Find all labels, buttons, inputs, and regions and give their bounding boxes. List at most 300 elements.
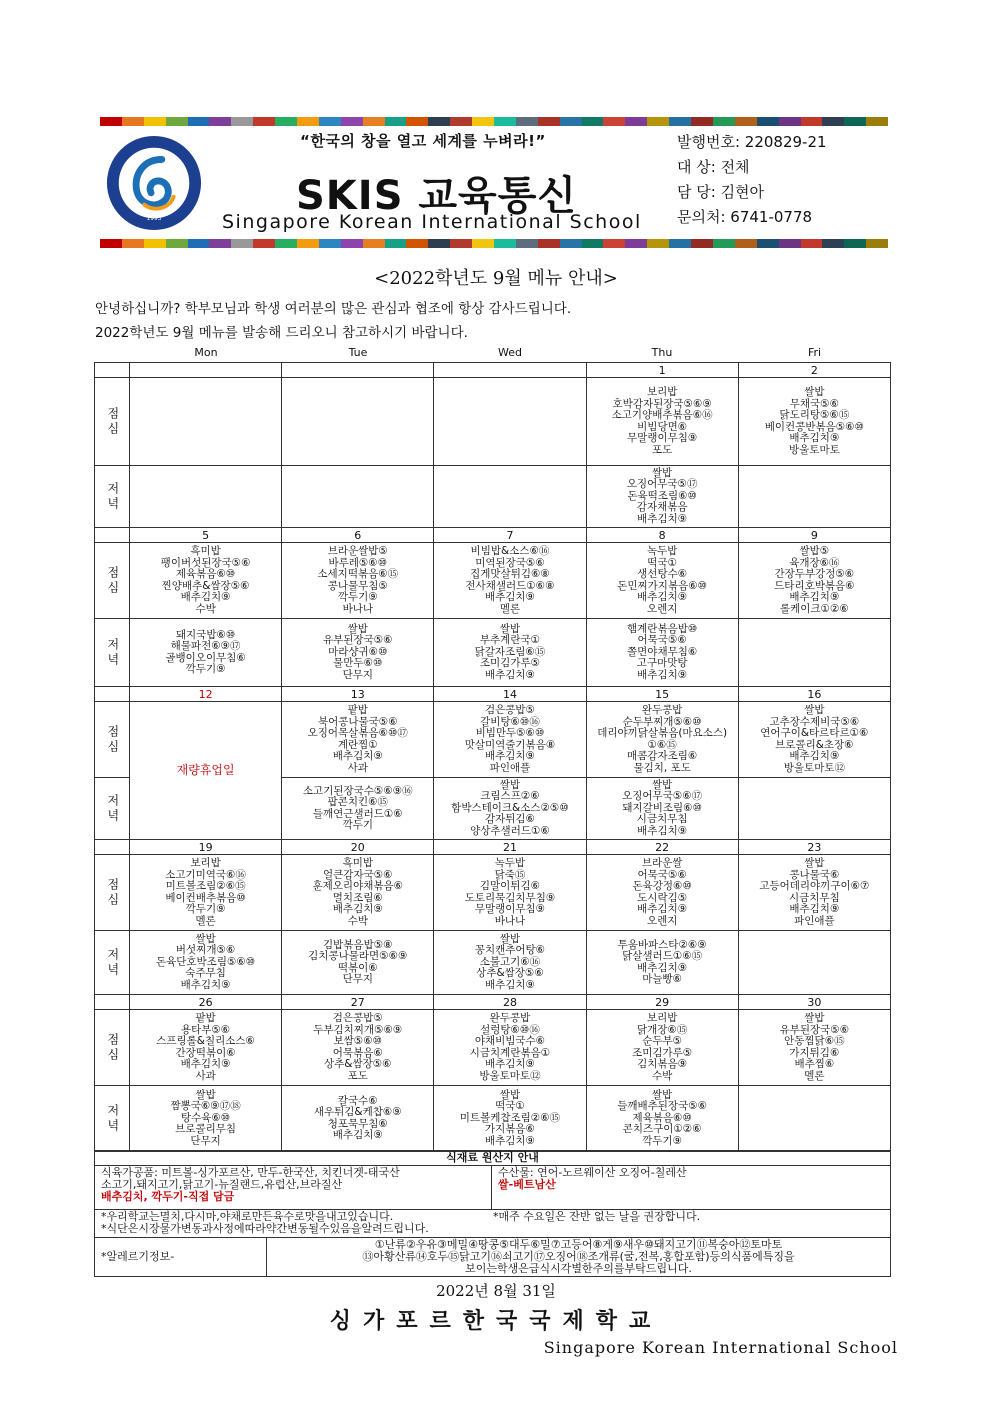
menu-item: 깍두기⑨ xyxy=(337,591,378,603)
menu-item: 돼지국밥⑥⑩ xyxy=(175,628,236,641)
menu-item: 청포묵무침⑥ xyxy=(327,1117,388,1130)
menu-item: 쌀밥 xyxy=(195,1088,216,1101)
logo-year: 1993 xyxy=(146,216,162,223)
date-number: 9 xyxy=(738,528,890,543)
menu-item: 탕수육⑥⑩ xyxy=(180,1111,231,1124)
stripe-segment xyxy=(166,117,188,126)
menu-cell xyxy=(130,855,282,931)
menu-item: 배추찜⑥ xyxy=(794,1058,835,1070)
origin-rice: 쌀-베트남산 xyxy=(498,1178,556,1191)
stripe-segment xyxy=(735,117,757,126)
date-number: 2 xyxy=(738,363,890,378)
menu-item: 오렌지 xyxy=(646,914,678,927)
menu-cell xyxy=(586,378,738,466)
dinner-label: 저녁 xyxy=(95,1086,130,1152)
stripe-segment xyxy=(801,239,823,248)
menu-item: 떡볶이⑥ xyxy=(337,961,378,974)
menu-cell xyxy=(586,855,738,931)
stripe-segment xyxy=(297,117,319,126)
stripe-segment xyxy=(713,117,735,126)
stripe-segment xyxy=(188,239,210,248)
origin-kimchi: 배추김치, 깍두기-직접 담금 xyxy=(101,1190,235,1203)
stripe-segment xyxy=(560,239,582,248)
date-number: 28 xyxy=(434,995,586,1010)
stripe-segment xyxy=(166,239,188,248)
date-number: 6 xyxy=(282,528,434,543)
menu-item: 쌀밥 xyxy=(499,932,521,945)
menu-cell xyxy=(434,778,586,840)
menu-cell xyxy=(130,702,282,840)
menu-item: 오징어무국⑤⑥⑰ xyxy=(622,790,703,803)
menu-item: 단무지 xyxy=(190,1134,221,1147)
week-4-lunch-row xyxy=(95,855,891,931)
stripe-segment xyxy=(735,239,757,248)
date-number xyxy=(282,363,434,378)
menu-item: 깍두기⑨ xyxy=(185,663,226,675)
slogan: “한국의 창을 열고 세계를 누벼라!” xyxy=(300,132,546,150)
stripe-segment xyxy=(297,239,319,248)
day-header-thu: Thu xyxy=(651,346,673,359)
menu-item: 쌀밥 xyxy=(195,932,216,945)
menu-cell xyxy=(282,702,434,778)
stripe-segment xyxy=(472,117,494,126)
menu-item: 호박감자된장국⑤⑥⑨ xyxy=(612,397,712,410)
menu-item: 김밥볶음밥⑤⑧ xyxy=(323,938,393,951)
menu-item: 배추김치⑨ xyxy=(332,750,383,762)
stripe-segment xyxy=(822,117,844,126)
stripe-segment xyxy=(560,117,582,126)
menu-item: 브라운쌀 xyxy=(641,857,683,869)
menu-item: 시금치무침 xyxy=(789,891,840,904)
menu-cell xyxy=(434,378,586,466)
date-row-spacer xyxy=(95,995,130,1010)
menu-item: 가지볶음⑥ xyxy=(484,1123,535,1136)
menu-item: 보리밥 xyxy=(190,857,221,869)
menu-item: 양상추샐러드①⑥ xyxy=(470,824,550,837)
menu-item: 얼큰감자국⑤⑥ xyxy=(323,868,393,881)
day-header-tue: Tue xyxy=(348,346,368,359)
stripe-segment xyxy=(253,117,275,126)
menu-item: 쌀밥 xyxy=(804,704,825,716)
menu-item: 멜론 xyxy=(499,602,521,615)
menu-item: 유부된장국⑤⑥ xyxy=(779,1023,850,1036)
menu-item: 투움바파스타②⑥⑨ xyxy=(617,938,707,951)
menu-item: 배추김치⑨ xyxy=(484,1058,535,1070)
menu-item: 제육볶음⑥⑩ xyxy=(632,1111,692,1124)
week-2-dinner-row xyxy=(95,619,891,687)
allergy-label: *알레르기정보- xyxy=(95,1238,267,1277)
allergy-line-1: ①난류②우유③메밀④땅콩⑤대두⑥밀⑦고등어⑧게⑨새우⑩돼지고기⑪복숭아⑫토마토 xyxy=(374,1238,783,1251)
menu-item: 육개장⑥⑯ xyxy=(789,556,840,569)
menu-item: 배추김치⑨ xyxy=(637,512,688,525)
menu-cell xyxy=(130,466,282,528)
menu-item: 찐양배추&쌈장⑤⑥ xyxy=(161,579,250,592)
allergy-info xyxy=(267,1238,891,1277)
header-stripe-top xyxy=(100,117,888,126)
menu-cell xyxy=(434,543,586,619)
menu-item: 팥밥 xyxy=(347,704,368,716)
menu-item: 쌀밥 xyxy=(652,466,673,479)
stripe-segment xyxy=(625,117,647,126)
menu-item: 유부된장국⑤⑥ xyxy=(323,634,393,647)
menu-item: 버섯찌개⑤⑥ xyxy=(175,944,236,957)
menu-cell xyxy=(130,378,282,466)
menu-item: 팝콘치킨⑥⑮ xyxy=(327,796,389,808)
stripe-segment xyxy=(406,117,428,126)
menu-item: 검은콩밥⑤ xyxy=(484,704,535,716)
menu-cell xyxy=(738,778,890,840)
stripe-segment xyxy=(822,239,844,248)
stripe-segment xyxy=(669,117,691,126)
menu-cell xyxy=(282,778,434,840)
menu-cell xyxy=(586,778,738,840)
date-number: 21 xyxy=(434,840,586,855)
stripe-segment xyxy=(341,239,363,248)
week-5-lunch-row xyxy=(95,1010,891,1086)
menu-item: 소고기양배추볶음⑥⑯ xyxy=(611,409,713,421)
greeting-line-2: 2022학년도 9월 메뉴를 발송해 드리오니 참고하시기 바랍니다. xyxy=(95,325,468,341)
stripe-segment xyxy=(275,117,297,126)
stripe-segment xyxy=(472,239,494,248)
date-number: 14 xyxy=(434,687,586,702)
origin-table xyxy=(94,1150,891,1277)
issue-target: 대 상: 전체 xyxy=(677,158,750,176)
date-row-spacer xyxy=(95,840,130,855)
menu-item: 멸치조림⑥ xyxy=(332,891,383,904)
week-3-date-row xyxy=(95,687,891,702)
menu-item: 배추김치⑨ xyxy=(180,591,231,603)
menu-item: 감자채볶음 xyxy=(636,501,688,514)
stripe-segment xyxy=(319,117,341,126)
menu-cell xyxy=(586,702,738,778)
menu-item: 떡국① xyxy=(647,556,677,569)
stripe-segment xyxy=(713,239,735,248)
stripe-segment xyxy=(757,239,779,248)
stripe-segment xyxy=(844,117,866,126)
menu-item: 상추&쌈장⑤⑥ xyxy=(476,967,544,980)
origin-processed: 식육가공품: 미트볼-싱가포르산, 만두-한국산, 치킨너겟-태국산 xyxy=(101,1166,400,1179)
menu-item: 닭죽⑮ xyxy=(494,868,526,881)
menu-item: 소세지떡볶음⑥⑮ xyxy=(317,568,399,580)
menu-item: 배추김치⑨ xyxy=(332,1129,383,1141)
menu-item: 닭살샐러드①⑥⑮ xyxy=(622,950,703,962)
date-number: 30 xyxy=(738,995,890,1010)
menu-cell xyxy=(130,1086,282,1152)
week-2-lunch-row xyxy=(95,543,891,619)
menu-item: 배추김치⑨ xyxy=(484,668,535,681)
menu-item: 보리밥 xyxy=(646,1012,678,1024)
menu-item: 마라샹귀⑥⑩ xyxy=(328,645,388,658)
menu-item: 배추김치⑨ xyxy=(484,1134,535,1147)
menu-cell xyxy=(738,1010,890,1086)
menu-item: 순두부찌개⑤⑥⑩ xyxy=(622,715,702,728)
menu-item: 배추김치⑨ xyxy=(332,903,383,915)
menu-cell xyxy=(738,931,890,995)
menu-item: 도시락김⑤ xyxy=(637,891,688,904)
menu-item: 연어구이&타르타르①⑥ xyxy=(760,727,869,739)
menu-item: 들깨연근샐러드①⑥ xyxy=(312,807,403,820)
menu-item: 간장두부강정⑤⑥ xyxy=(774,568,855,580)
menu-item: 두부김치찌개⑤⑥⑨ xyxy=(313,1023,403,1036)
menu-item: 사과 xyxy=(195,1069,216,1082)
menu-item: 닭갈자조림⑥⑮ xyxy=(474,645,546,658)
menu-item: 골뱅이오이무침⑥ xyxy=(165,651,246,664)
origin-meat: 소고기,돼지고기,닭고기-뉴질랜드,유럽산,브라질산 xyxy=(101,1178,343,1191)
newsletter-title: SKIS 교육통신 xyxy=(296,173,577,219)
menu-item: 시금치계란볶음① xyxy=(469,1046,551,1059)
menu-item: 오렌지 xyxy=(646,602,678,615)
menu-item: 돼지갈비조림⑥⑩ xyxy=(622,801,702,814)
week-2-date-row xyxy=(95,528,891,543)
menu-item: 녹두밥 xyxy=(494,857,526,869)
menu-item: 간장떡볶이⑥ xyxy=(175,1046,236,1059)
date-number: 26 xyxy=(130,995,282,1010)
menu-item: 콩나물국⑥ xyxy=(789,868,840,881)
menu-cell xyxy=(282,931,434,995)
menu-item: 쌀밥 xyxy=(499,1088,521,1101)
menu-item: 녹두밥 xyxy=(646,545,678,557)
issue-manager: 담 당: 김현아 xyxy=(677,183,765,201)
menu-item: 배추김치⑨ xyxy=(789,432,840,444)
menu-item: 제육볶음⑥⑩ xyxy=(175,568,236,580)
menu-cell xyxy=(434,1086,586,1152)
menu-item: 배추김치⑨ xyxy=(180,978,231,991)
menu-item: 시금치무침 xyxy=(636,813,688,826)
week-4-date-row xyxy=(95,840,891,855)
week-5-dinner-row xyxy=(95,1086,891,1152)
menu-item: 고등어데리야끼구이⑥⑦ xyxy=(759,880,870,892)
day-header-fri: Fri xyxy=(807,346,822,359)
menu-cell xyxy=(586,466,738,528)
stripe-segment xyxy=(385,117,407,126)
menu-item: 배추김치⑨ xyxy=(180,1058,231,1070)
issue-contact: 문의처: 6741-0778 xyxy=(677,208,813,226)
menu-cell xyxy=(282,466,434,528)
menu-cell xyxy=(738,466,890,528)
stripe-segment xyxy=(428,239,450,248)
menu-item: 수박 xyxy=(347,914,368,927)
stripe-segment xyxy=(231,117,253,126)
menu-item: 비빔당면⑥ xyxy=(637,420,688,433)
menu-item: 파인애플 xyxy=(794,914,835,927)
menu-item: 멜론 xyxy=(195,914,216,927)
menu-item: 닭도리탕⑤⑥⑮ xyxy=(779,409,850,421)
menu-cell xyxy=(586,1010,738,1086)
issue-date: 2022년 8월 31일 xyxy=(436,1282,556,1300)
note-broth: *우리학교는멸치,다시마,야채로만든육수로맛을내고있습니다. xyxy=(101,1210,394,1223)
stripe-segment xyxy=(866,239,888,248)
menu-cell xyxy=(282,1086,434,1152)
menu-cell xyxy=(282,1010,434,1086)
menu-item: 설렁탕⑥⑩⑯ xyxy=(480,1023,540,1036)
menu-item: 배추김치⑨ xyxy=(484,750,535,762)
menu-item: 미역된장국⑤⑥ xyxy=(475,556,545,569)
menu-item: 쌀밥 xyxy=(499,778,521,791)
menu-item: 오징어무국⑤⑰ xyxy=(626,478,698,491)
stripe-segment xyxy=(494,239,516,248)
menu-cell xyxy=(282,543,434,619)
stripe-segment xyxy=(122,117,144,126)
menu-table xyxy=(94,362,891,1152)
menu-item: 김치콩나물라면⑤⑥⑨ xyxy=(308,950,408,962)
issue-meta xyxy=(677,130,827,230)
stripe-segment xyxy=(779,239,801,248)
menu-cell xyxy=(130,1010,282,1086)
stripe-segment xyxy=(538,239,560,248)
menu-item: 배추김치⑨ xyxy=(637,668,688,681)
notes-cell xyxy=(95,1210,891,1238)
menu-cell xyxy=(738,855,890,931)
menu-item: 배추김치⑨ xyxy=(484,978,535,991)
stripe-segment xyxy=(691,239,713,248)
menu-item: 수박 xyxy=(652,1069,673,1082)
allergy-line-2: ⑬아황산류⑭호두⑮닭고기⑯쇠고기⑰오징어⑱조개류(굴,전복,홍합포함)등의식품에특징을 xyxy=(362,1250,795,1263)
menu-item: 보쌈⑤⑥⑩ xyxy=(333,1035,383,1047)
menu-item: 쌀밥 xyxy=(804,1012,825,1024)
menu-cell xyxy=(282,619,434,687)
stripe-segment xyxy=(691,117,713,126)
day-header-wed: Wed xyxy=(498,346,522,359)
date-number: 5 xyxy=(130,528,282,543)
stripe-segment xyxy=(844,239,866,248)
stripe-segment xyxy=(516,239,538,248)
menu-item: 떡국① xyxy=(495,1100,525,1113)
menu-item: 방울토마토⑫ xyxy=(783,761,845,774)
menu-item: 보리밥 xyxy=(646,386,678,398)
dinner-label: 저녁 xyxy=(95,931,130,995)
stripe-segment xyxy=(450,239,472,248)
menu-item: 물김치, 포도 xyxy=(633,761,691,774)
menu-cell xyxy=(434,855,586,931)
stripe-segment xyxy=(779,117,801,126)
date-row-spacer xyxy=(95,687,130,702)
menu-item: 깍두기⑨ xyxy=(185,903,226,915)
menu-item: 롤케이크①②⑥ xyxy=(779,602,849,615)
menu-item: 배추김치⑨ xyxy=(637,961,688,974)
lunch-label: 점심 xyxy=(95,855,130,931)
menu-item: 고추장수제비국⑤⑥ xyxy=(769,715,860,728)
menu-item: 북어콩나물국⑤⑥ xyxy=(317,715,398,728)
menu-cell xyxy=(434,931,586,995)
menu-cell xyxy=(586,1086,738,1152)
lunch-label: 점심 xyxy=(95,378,130,466)
stripe-segment xyxy=(603,117,625,126)
stripe-segment xyxy=(582,239,604,248)
menu-item: 쌀밥 xyxy=(347,622,368,635)
menu-item: 배추김치⑨ xyxy=(789,750,840,762)
note-change: *식단은시장물가변동과사정에따라약간변동될수있음을알려드립니다. xyxy=(101,1222,429,1235)
menu-item: 도토리묵김치무침⑨ xyxy=(464,891,556,904)
week-1-date-row xyxy=(95,363,891,378)
menu-item: 배추김치⑨ xyxy=(637,824,688,837)
menu-item: 마늘빵⑥ xyxy=(642,973,683,985)
menu-cell xyxy=(586,931,738,995)
menu-item: 드타리호박볶음⑥ xyxy=(774,579,855,592)
note-wednesday: *매주 수요일은 잔반 없는 날을 권장합니다. xyxy=(493,1210,701,1223)
menu-item: 브로콜리무침 xyxy=(175,1123,237,1136)
menu-cell xyxy=(130,543,282,619)
school-name-english: Singapore Korean International School xyxy=(543,1338,898,1357)
menu-item: 미트볼조림②⑥⑮ xyxy=(165,880,246,892)
date-number: 1 xyxy=(586,363,738,378)
menu-item: 콩나물무침⑤ xyxy=(327,579,388,592)
menu-item: 콘치즈구이①②⑥ xyxy=(622,1123,702,1136)
notice-title: <2022학년도 9월 메뉴 안내> xyxy=(374,268,618,289)
menu-item: 브로콜리&초장⑥ xyxy=(775,738,854,751)
menu-item: 상추&쌈장⑤⑥ xyxy=(323,1058,392,1070)
menu-item: 김말이튀김⑥ xyxy=(479,880,541,892)
menu-cell xyxy=(738,543,890,619)
date-number xyxy=(434,363,586,378)
menu-item: 매콤감자조림⑥ xyxy=(627,750,698,762)
menu-cell xyxy=(738,619,890,687)
menu-item: 돈육떡조림⑥⑩ xyxy=(627,489,697,502)
date-number: 13 xyxy=(282,687,434,702)
date-number: 29 xyxy=(586,995,738,1010)
menu-item: 베이컨콩반볶음⑤⑥⑩ xyxy=(764,420,864,433)
date-number: 7 xyxy=(434,528,586,543)
menu-item: 갈비탕⑥⑩⑯ xyxy=(480,715,540,728)
date-number: 19 xyxy=(130,840,282,855)
menu-item: 훈제오리야채볶음⑥ xyxy=(312,880,404,892)
origin-right xyxy=(492,1166,891,1210)
stripe-segment xyxy=(801,117,823,126)
week-1-lunch-row xyxy=(95,378,891,466)
menu-item: 팥밥 xyxy=(195,1012,216,1024)
menu-item: 꽁치캔추어탕⑥ xyxy=(474,944,546,957)
menu-item: ①⑥⑮ xyxy=(647,738,677,751)
menu-item: 조미김가루⑤ xyxy=(632,1046,693,1059)
menu-cell xyxy=(434,619,586,687)
menu-item: 안동찜닭⑥⑮ xyxy=(784,1035,845,1047)
menu-item: 쌀밥 xyxy=(652,778,673,791)
menu-item: 닭개장⑥⑮ xyxy=(636,1023,688,1036)
menu-item: 김치볶음⑨ xyxy=(637,1058,688,1070)
menu-item: 무말랭이무침⑨ xyxy=(627,432,698,444)
menu-item: 가지튀김⑥ xyxy=(789,1046,840,1059)
stripe-segment xyxy=(144,117,166,126)
menu-item: 계란찜① xyxy=(337,738,378,751)
menu-item: 검은콩밥⑤ xyxy=(332,1012,383,1024)
lunch-label: 점심 xyxy=(95,543,130,619)
menu-item: 해물파전⑥⑨⑰ xyxy=(170,640,241,652)
stripe-segment xyxy=(582,117,604,126)
menu-item: 수박 xyxy=(195,602,216,615)
date-number: 20 xyxy=(282,840,434,855)
menu-item: 포도 xyxy=(652,443,673,456)
menu-cell xyxy=(586,619,738,687)
menu-item: 스프링롤&칠리소스⑥ xyxy=(156,1035,255,1047)
menu-item: 돈민찌가지볶음⑥⑩ xyxy=(617,579,708,592)
menu-item: 배추김치⑨ xyxy=(789,591,840,603)
date-number: 8 xyxy=(586,528,738,543)
menu-item: 배추김치⑨ xyxy=(637,591,688,603)
menu-item: 생선탕수⑥ xyxy=(637,568,688,580)
menu-item: 부추계란국① xyxy=(479,634,541,647)
menu-item: 단무지 xyxy=(342,973,373,985)
stripe-segment xyxy=(647,239,669,248)
date-number: 22 xyxy=(586,840,738,855)
menu-cell xyxy=(282,855,434,931)
menu-item: 비빔만두⑤⑥⑩ xyxy=(475,727,545,739)
stripe-segment xyxy=(647,117,669,126)
header-stripe-bottom xyxy=(100,239,888,248)
stripe-segment xyxy=(450,117,472,126)
school-logo xyxy=(105,134,203,232)
menu-item: 깍두기 xyxy=(342,819,373,831)
menu-item: 방울토마토 xyxy=(789,443,840,456)
menu-item: 완두콩밥 xyxy=(641,704,683,716)
